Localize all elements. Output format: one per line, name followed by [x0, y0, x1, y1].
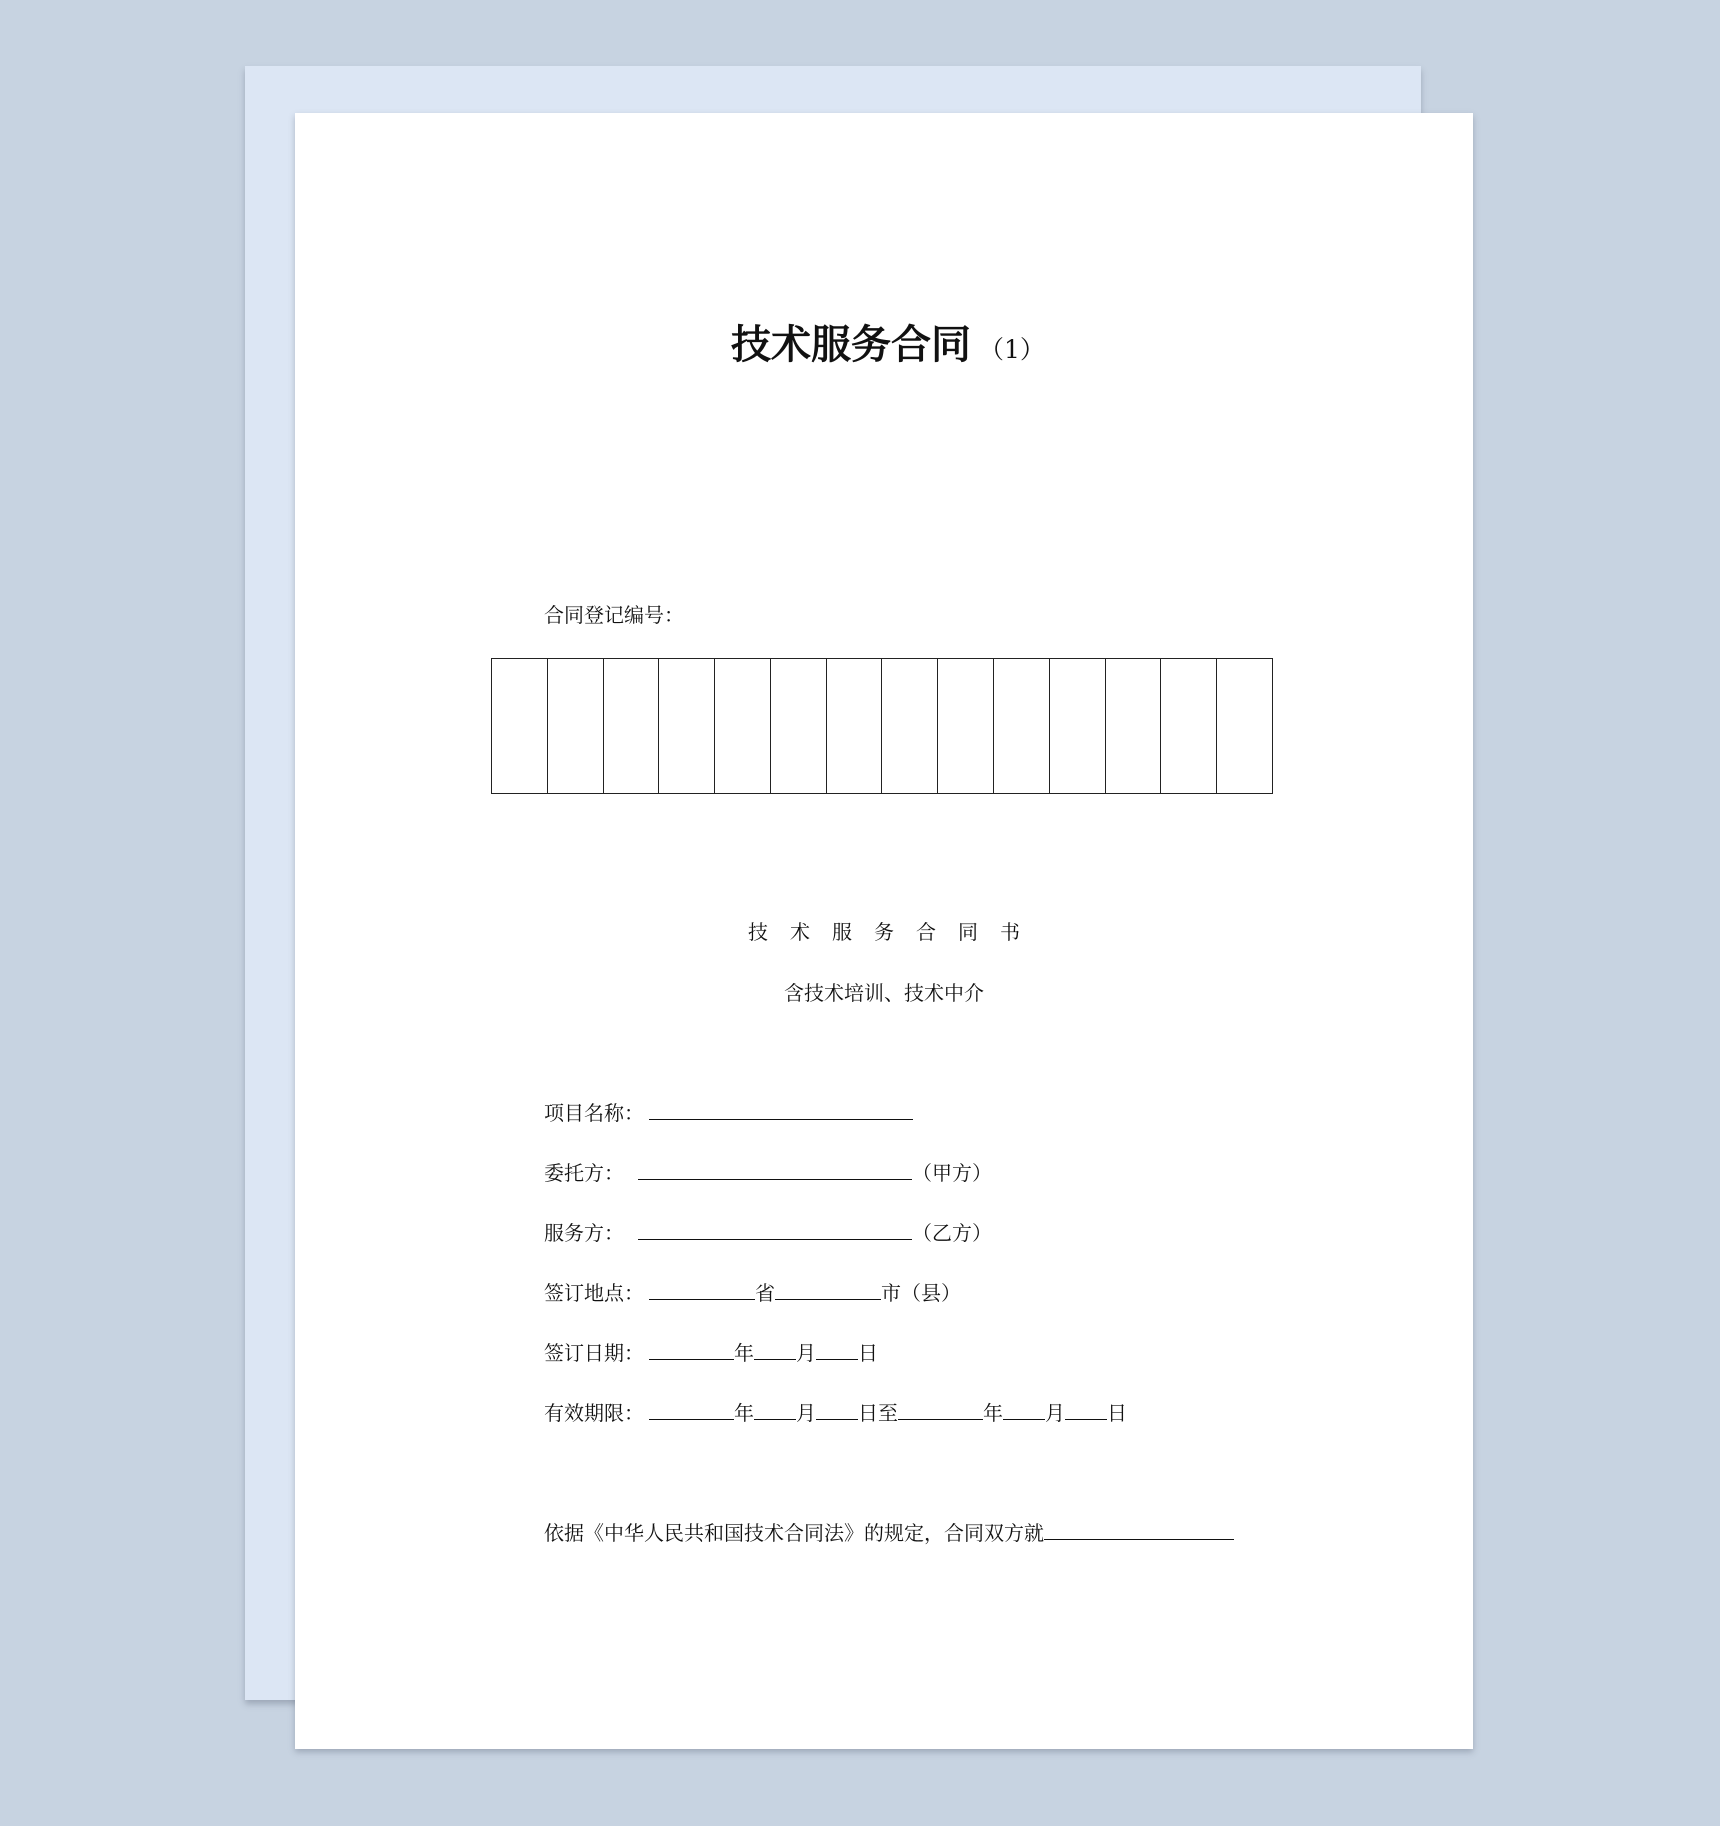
registration-cell[interactable]: [604, 659, 660, 793]
registration-cell[interactable]: [1217, 659, 1272, 793]
registration-cell[interactable]: [1161, 659, 1217, 793]
registration-cell[interactable]: [659, 659, 715, 793]
field-client: 委托方： （甲方）: [544, 1161, 992, 1185]
start-year-blank[interactable]: [649, 1399, 734, 1420]
project-blank[interactable]: [649, 1099, 913, 1120]
field-place: 签订地点： 省 市（县）: [544, 1281, 961, 1305]
basis-blank[interactable]: [1044, 1519, 1234, 1540]
end-day-blank[interactable]: [1065, 1399, 1107, 1420]
registration-cell[interactable]: [771, 659, 827, 793]
start-day-blank[interactable]: [816, 1399, 858, 1420]
field-date: 签订日期： 年 月 日: [544, 1341, 878, 1365]
registration-label: 合同登记编号：: [544, 603, 684, 627]
doc-heading: 技术服务合同书: [748, 920, 1042, 944]
city-blank[interactable]: [775, 1279, 881, 1300]
registration-number-grid[interactable]: [491, 658, 1273, 794]
month-blank[interactable]: [754, 1339, 796, 1360]
registration-cell[interactable]: [715, 659, 771, 793]
day-blank[interactable]: [816, 1339, 858, 1360]
province-blank[interactable]: [649, 1279, 755, 1300]
registration-cell[interactable]: [938, 659, 994, 793]
start-month-blank[interactable]: [754, 1399, 796, 1420]
field-provider: 服务方： （乙方）: [544, 1221, 992, 1245]
registration-cell[interactable]: [1106, 659, 1162, 793]
field-validity: 有效期限： 年 月 日至 年 月 日: [544, 1401, 1127, 1425]
basis-line: 依据《中华人民共和国技术合同法》的规定，合同双方就: [544, 1517, 1234, 1546]
end-year-blank[interactable]: [898, 1399, 983, 1420]
registration-cell[interactable]: [882, 659, 938, 793]
field-project: 项目名称：: [544, 1097, 913, 1126]
registration-cell[interactable]: [994, 659, 1050, 793]
registration-cell[interactable]: [548, 659, 604, 793]
page-title: 技术服务合同 （1）: [731, 322, 1045, 368]
registration-cell[interactable]: [827, 659, 883, 793]
client-blank[interactable]: [638, 1159, 912, 1180]
registration-cell[interactable]: [492, 659, 548, 793]
year-blank[interactable]: [649, 1339, 734, 1360]
provider-blank[interactable]: [638, 1219, 912, 1240]
end-month-blank[interactable]: [1003, 1399, 1045, 1420]
document-page: [295, 113, 1473, 1749]
registration-cell[interactable]: [1050, 659, 1106, 793]
subheading: 含技术培训、技术中介: [784, 981, 984, 1005]
